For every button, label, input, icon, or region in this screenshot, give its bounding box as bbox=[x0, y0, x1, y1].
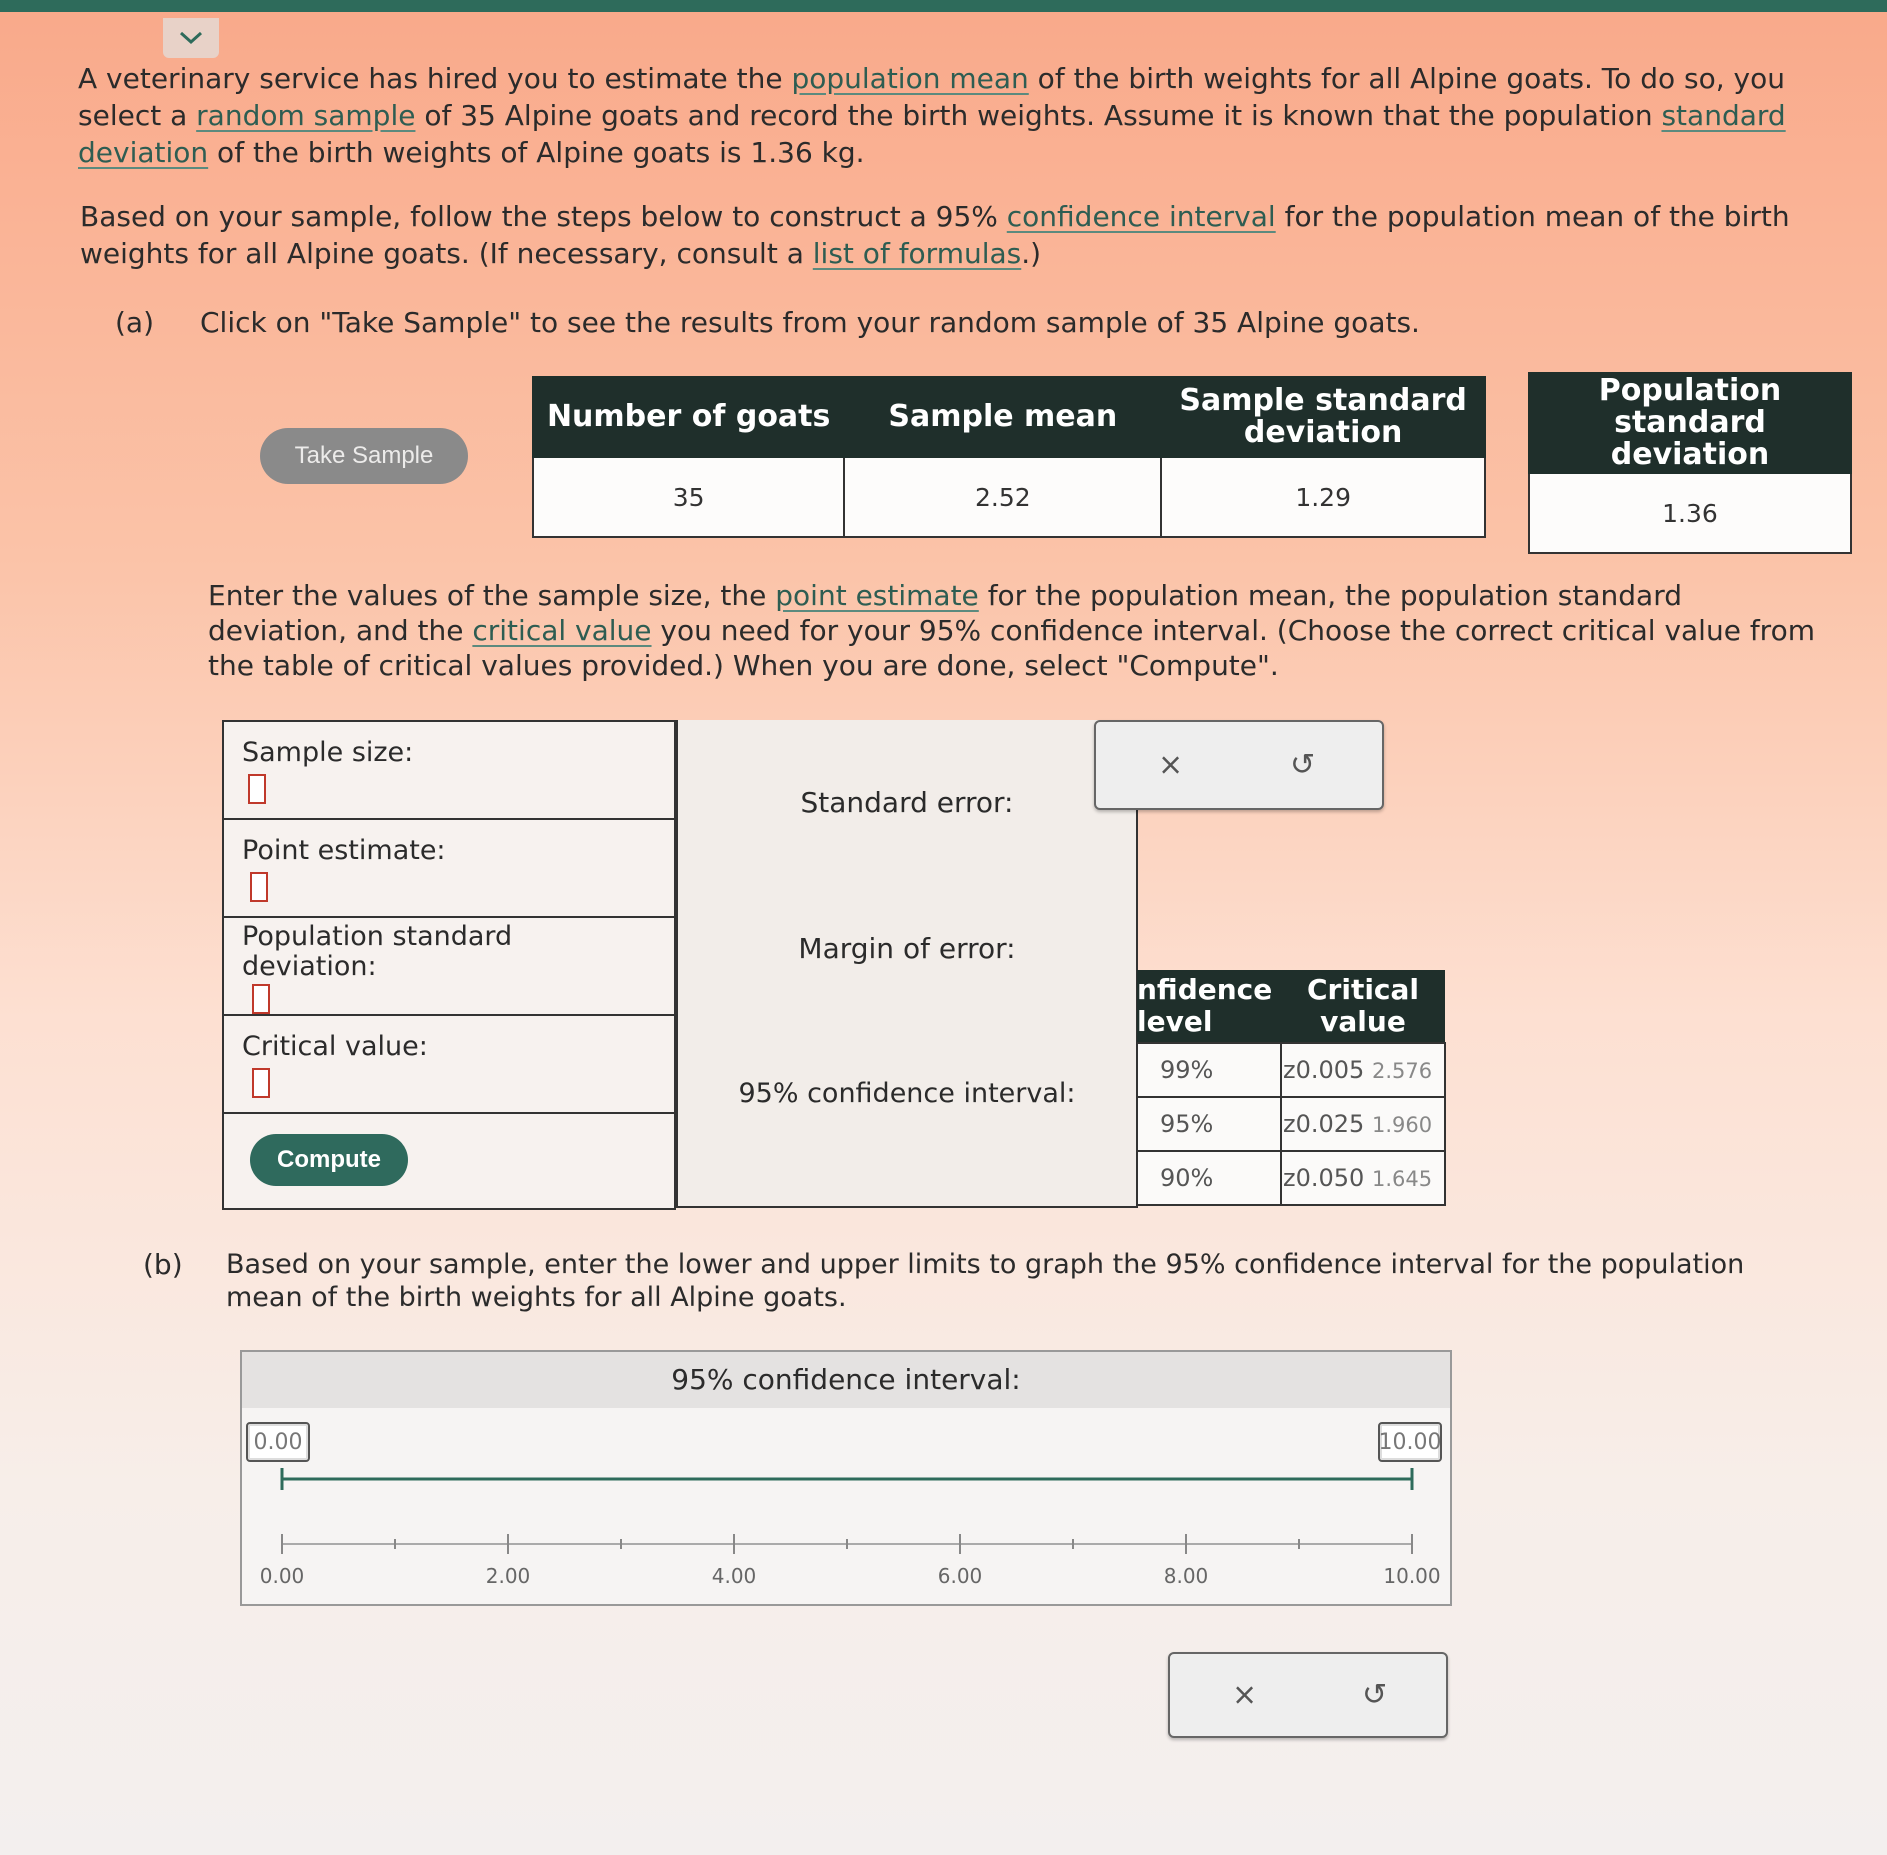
tick-label: 10.00 bbox=[1383, 1564, 1441, 1588]
value-sample-mean: 2.52 bbox=[844, 457, 1161, 537]
header-sample-mean: Sample mean bbox=[844, 377, 1161, 457]
upper-limit-handle[interactable]: 10.00 bbox=[1378, 1422, 1442, 1462]
margin-of-error-label: Margin of error: bbox=[798, 932, 1016, 965]
critical-value-cell bbox=[224, 1016, 674, 1114]
point-estimate-input[interactable] bbox=[250, 872, 268, 902]
critical-value-input[interactable] bbox=[252, 1068, 270, 1098]
value-number-of-goats: 35 bbox=[533, 457, 844, 537]
header-confidence-level: nfidence level bbox=[1137, 970, 1281, 1043]
level-99: 99% bbox=[1137, 1043, 1281, 1097]
part-b-action-box bbox=[1168, 1652, 1448, 1738]
sample-results-table bbox=[532, 376, 1486, 538]
enter-values-instruction: Enter the values of the sample size, the point estimate for the population mean, the population standard deviation, and the critical value you need for your 95% confidence interval. (Choose the correct critical value from the table of critical values provided.) When you are done, select "Compute". bbox=[208, 579, 1815, 682]
number-line bbox=[282, 1534, 1412, 1554]
critical-value-link[interactable]: critical value bbox=[472, 614, 652, 647]
top-bar bbox=[0, 0, 1887, 12]
graph-title: 95% confidence interval: bbox=[242, 1352, 1450, 1408]
collapse-toggle[interactable] bbox=[163, 18, 219, 58]
population-sd-label: Population standard deviation: bbox=[242, 921, 513, 982]
header-critical-value: Critical value bbox=[1281, 970, 1445, 1043]
chevron-down-icon bbox=[178, 29, 204, 47]
population-sd-table bbox=[1528, 372, 1852, 554]
population-sd-cell bbox=[224, 918, 674, 1016]
sample-size-cell bbox=[224, 722, 674, 820]
part-a-action-box bbox=[1094, 720, 1384, 810]
tick-label: 0.00 bbox=[259, 1564, 305, 1588]
level-95: 95% bbox=[1137, 1097, 1281, 1151]
confidence-interval-label: 95% confidence interval: bbox=[738, 1078, 1076, 1109]
header-number-of-goats: Number of goats bbox=[533, 377, 844, 457]
random-sample-link[interactable]: random sample bbox=[196, 99, 416, 132]
sample-size-label: Sample size: bbox=[242, 737, 414, 768]
part-a-label: (a) bbox=[115, 306, 155, 339]
header-population-sd: Population standard deviation bbox=[1529, 373, 1851, 473]
take-sample-button[interactable]: Take Sample bbox=[260, 428, 468, 484]
population-sd-input[interactable] bbox=[252, 984, 270, 1014]
interval-graph-svg bbox=[242, 1352, 1450, 1604]
population-mean-link[interactable]: population mean bbox=[791, 62, 1029, 95]
clear-icon[interactable]: × bbox=[1232, 1677, 1258, 1713]
sample-size-input[interactable] bbox=[248, 774, 266, 804]
tick-label: 8.00 bbox=[1163, 1564, 1209, 1588]
undo-icon[interactable]: ↺ bbox=[1290, 747, 1316, 783]
tick-label: 2.00 bbox=[485, 1564, 531, 1588]
standard-error-label: Standard error: bbox=[800, 786, 1014, 819]
standard-deviation-link[interactable]: standard deviation bbox=[78, 99, 1786, 169]
undo-icon[interactable]: ↺ bbox=[1362, 1677, 1388, 1713]
point-estimate-cell bbox=[224, 820, 674, 918]
point-estimate-link[interactable]: point estimate bbox=[775, 579, 979, 612]
value-population-sd: 1.36 bbox=[1529, 473, 1851, 553]
interval-graph bbox=[240, 1350, 1452, 1606]
results-panel bbox=[676, 720, 1138, 1208]
critical-90: z0.050 1.645 bbox=[1281, 1151, 1445, 1205]
part-a-instruction: Click on "Take Sample" to see the results from your random sample of 35 Alpine goats. bbox=[200, 306, 1420, 339]
problem-paragraph-2: Based on your sample, follow the steps below to construct a 95% confidence interval for the population mean of the birth weights for all Alpine goats. (If necessary, consult a list of formulas.) bbox=[80, 200, 1790, 270]
critical-99: z0.005 2.576 bbox=[1281, 1043, 1445, 1097]
interval-bar bbox=[282, 1468, 1412, 1490]
critical-95: z0.025 1.960 bbox=[1281, 1097, 1445, 1151]
problem-paragraph-1: A veterinary service has hired you to estimate the population mean of the birth weights for all Alpine goats. To do so, you select a random sample of 35 Alpine goats and record the birth weights. Assume it is known that the population standard deviation of the birth weights of Alpine goats is 1.36 kg. bbox=[78, 62, 1786, 169]
critical-value-label: Critical value: bbox=[242, 1031, 428, 1062]
compute-button[interactable]: Compute bbox=[250, 1134, 408, 1186]
part-b-label: (b) bbox=[143, 1248, 183, 1281]
clear-icon[interactable]: × bbox=[1158, 747, 1184, 783]
point-estimate-label: Point estimate: bbox=[242, 835, 446, 866]
part-b-instruction: Based on your sample, enter the lower and upper limits to graph the 95% confidence interval for the population mean of the birth weights for all Alpine goats. bbox=[226, 1249, 1745, 1313]
header-sample-sd: Sample standard deviation bbox=[1161, 377, 1485, 457]
level-90: 90% bbox=[1137, 1151, 1281, 1205]
list-of-formulas-link[interactable]: list of formulas bbox=[812, 237, 1022, 270]
tick-label: 4.00 bbox=[711, 1564, 757, 1588]
tick-label: 6.00 bbox=[937, 1564, 983, 1588]
value-sample-sd: 1.29 bbox=[1161, 457, 1485, 537]
lower-limit-handle[interactable]: 0.00 bbox=[246, 1422, 310, 1462]
critical-values-table bbox=[1136, 970, 1446, 1206]
confidence-interval-link[interactable]: confidence interval bbox=[1006, 200, 1276, 233]
